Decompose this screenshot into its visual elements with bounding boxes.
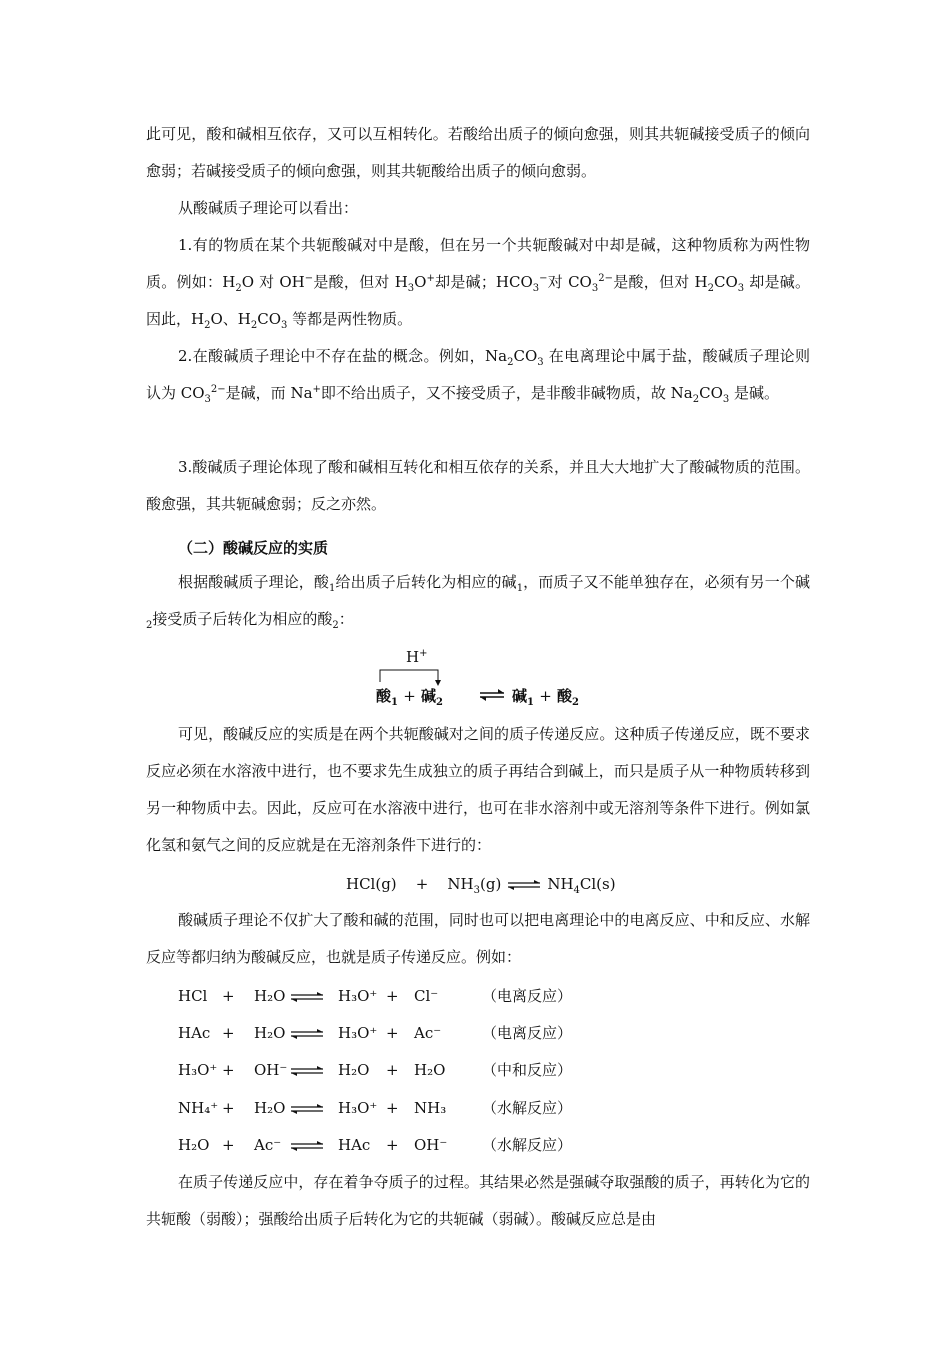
product-2: Cl⁻: [414, 987, 439, 1005]
plus-sign: +: [386, 1061, 399, 1079]
paragraph-competition: 在质子传递反应中，存在着争夺质子的过程。其结果必然是强碱夺取强酸的质子，再转化为它的共轭酸（弱酸）；强酸给出质子后转化为它的共轭碱（弱碱）。酸碱反应总是由: [146, 1173, 810, 1228]
plus-sign: +: [222, 1061, 235, 1079]
product-2: NH₃: [414, 1099, 447, 1117]
reaction-type-note: （水解反应）: [482, 1136, 573, 1154]
product-1: H₃O⁺: [338, 987, 378, 1005]
reactant-2: H₂O: [254, 987, 286, 1005]
section-heading: （二）酸碱反应的实质: [178, 539, 329, 557]
reaction-type-note: （中和反应）: [482, 1061, 573, 1079]
reactant-1: HAc: [178, 1024, 211, 1042]
plus-sign: +: [222, 1024, 235, 1042]
product-1: H₃O⁺: [338, 1024, 378, 1042]
arrow-wrap: [290, 1060, 324, 1080]
reaction-type-note: （电离反应）: [482, 1024, 573, 1042]
proton-label: H+: [406, 648, 428, 666]
reactant-2: OH⁻: [254, 1061, 288, 1079]
plus-sign: +: [222, 987, 235, 1005]
paragraph-generalization: 酸碱质子理论不仅扩大了酸和碱的范围，同时也可以把电离理论中的电离反应、中和反应、水解反应等都归纳为酸碱反应，也就是质子传递反应。例如：: [146, 911, 810, 966]
reaction-type-note: （电离反应）: [482, 987, 573, 1005]
arrow-wrap: [290, 1135, 324, 1155]
reactant-2: H₂O: [254, 1024, 286, 1042]
reactant-2: H₂O: [254, 1099, 286, 1117]
plus-sign: +: [222, 1136, 235, 1154]
product-1: H₂O: [338, 1061, 370, 1079]
reactant-1: NH₄⁺: [178, 1099, 219, 1117]
equilibrium-arrow-icon: [290, 1065, 324, 1077]
list-item-interdependence: 3.酸碱质子理论体现了酸和碱相互转化和相互依存的关系，并且大大地扩大了酸碱物质的范围。酸愈强，其共轭碱愈弱；反之亦然。: [146, 458, 810, 513]
paragraph-conjugate-relation: 此可见，酸和碱相互依存，又可以互相转化。若酸给出质子的倾向愈强，则其共轭碱接受质子的倾向愈弱；若碱接受质子的倾向愈强，则其共轭酸给出质子的倾向愈弱。: [146, 125, 810, 180]
reactant-1: HCl: [178, 987, 208, 1005]
equilibrium-arrow-icon: [290, 1028, 324, 1040]
paragraph-intro: 从酸碱质子理论可以看出：: [178, 199, 359, 217]
scheme-left: 酸$_1$ + 碱$_2$: [376, 687, 444, 708]
reaction-type-note: （水解反应）: [482, 1099, 573, 1117]
reactant-1: H₃O⁺: [178, 1061, 218, 1079]
equilibrium-arrow-icon: [507, 879, 541, 891]
equation-hcl-nh3: HCl(g) + $NH_3(g)$ $NH_4Cl(s)$: [346, 875, 616, 896]
reactant-2: Ac⁻: [254, 1136, 282, 1154]
arrow-wrap: [290, 1023, 324, 1043]
plus-sign: +: [386, 1024, 399, 1042]
plus-sign: +: [386, 987, 399, 1005]
product-1: H₃O⁺: [338, 1099, 378, 1117]
product-2: Ac⁻: [414, 1024, 442, 1042]
plus-sign: +: [222, 1099, 235, 1117]
arrow-wrap: [290, 986, 324, 1006]
paragraph-proton-transfer: 根据酸碱质子理论，酸$_1$给出质子后转化为相应的碱$_1$，而质子又不能单独存在，必须有另一个碱$_2$接受质子后转化为相应的酸$_2$：: [146, 573, 810, 631]
plus-sign: +: [386, 1099, 399, 1117]
list-item-no-salt: 2.在酸碱质子理论中不存在盐的概念。例如，$Na_2CO_3$ 在电离理论中属于盐，酸碱质子理论则认为 $CO_3^{2-}$是碱，而 Na+即不给出质子，又不接受质子，是非酸非碱物质，故 $Na_2CO_3$ 是碱。: [146, 347, 810, 405]
list-item-amphoteric: 1.有的物质在某个共轭酸碱对中是酸，但在另一个共轭酸碱对中却是碱，这种物质称为两性物质。例如：$H_2O$ 对 OH−是酸，但对 $H_3O^+$却是碱；$HCO_3^-$对 $CO_3^{2-}$是酸，但对 $H_2CO_3$ 却是碱。因此，$H_2O$、$H_2CO_3$ 等都是两性物质。: [146, 236, 810, 331]
product-1: HAc: [338, 1136, 371, 1154]
scheme-right: 碱$_1$ + 酸$_2$: [512, 687, 580, 708]
reactant-1: H₂O: [178, 1136, 210, 1154]
product-2: OH⁻: [414, 1136, 448, 1154]
equilibrium-arrow-icon: [290, 1103, 324, 1115]
equilibrium-arrow-icon: [290, 1140, 324, 1152]
proton-transfer-scheme: [376, 648, 596, 712]
plus-sign: +: [386, 1136, 399, 1154]
product-2: H₂O: [414, 1061, 446, 1079]
arrow-wrap: [290, 1098, 324, 1118]
paragraph-reaction-essence: 可见，酸碱反应的实质是在两个共轭酸碱对之间的质子传递反应。这种质子传递反应，既不要求反应必须在水溶液中进行，也不要求先生成独立的质子再结合到碱上，而只是质子从一种物质转移到另一种物质中去。因此，反应可在水溶液中进行，也可在非水溶剂中或无溶剂等条件下进行。例如氯化氢和氨气之间的反应就是在无溶剂条件下进行的：: [146, 725, 810, 854]
equilibrium-arrow-icon: [290, 991, 324, 1003]
